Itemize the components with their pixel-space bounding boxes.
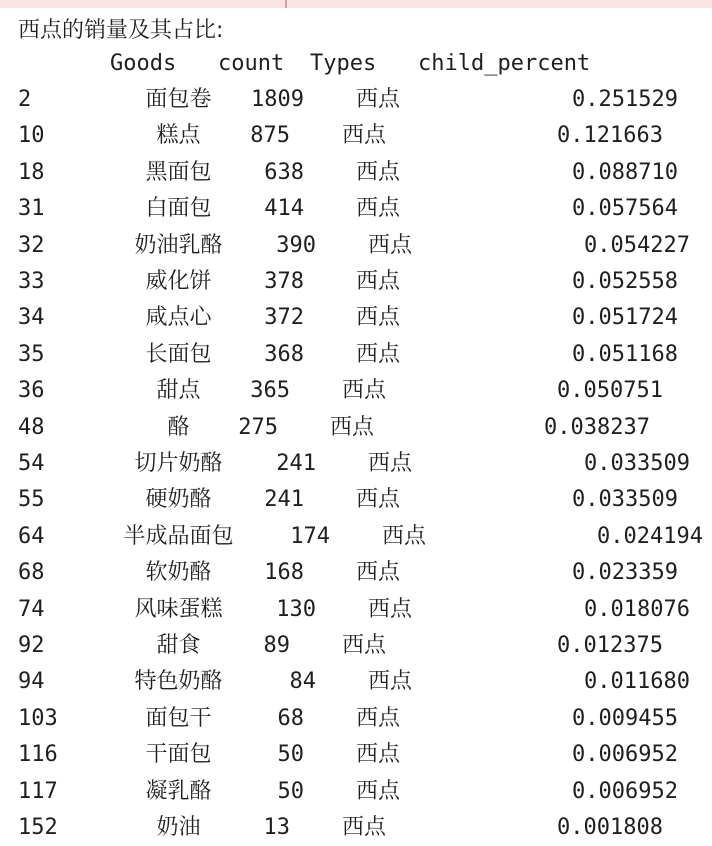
- table-row: [18, 446, 708, 482]
- table-row: [18, 155, 708, 191]
- count-cell: 50: [277, 742, 304, 768]
- row-index: 103: [18, 705, 58, 731]
- goods-cell: 糕点: [156, 123, 201, 149]
- row-index: 152: [18, 815, 58, 840]
- column-header-count: count: [218, 51, 285, 76]
- table-row: [18, 701, 708, 737]
- child-percent-cell: 0.023359: [572, 560, 678, 586]
- count-cell: 241: [264, 487, 304, 513]
- row-index: 18: [18, 159, 45, 185]
- row-index: 35: [18, 341, 45, 367]
- count-cell: 50: [277, 778, 304, 804]
- row-index: 117: [18, 778, 58, 804]
- goods-cell: 白面包: [145, 196, 212, 222]
- types-cell: 西点: [355, 341, 400, 367]
- child-percent-cell: 0.051724: [572, 305, 678, 331]
- table-row: [18, 592, 708, 628]
- row-index: 64: [18, 523, 45, 549]
- row-index: 33: [18, 269, 45, 294]
- child-percent-cell: 0.011680: [584, 669, 690, 695]
- count-cell: 89: [263, 633, 290, 658]
- row-index: 116: [18, 742, 58, 768]
- count-cell: 84: [289, 669, 316, 695]
- count-cell: 241: [276, 451, 316, 476]
- row-index: 55: [18, 487, 45, 513]
- types-cell: 西点: [355, 705, 400, 731]
- count-cell: 638: [264, 159, 304, 185]
- types-cell: 西点: [355, 487, 400, 513]
- count-cell: 368: [264, 341, 304, 367]
- types-cell: 西点: [341, 633, 386, 658]
- goods-cell: 甜点: [156, 378, 201, 404]
- row-index: 68: [18, 560, 45, 586]
- row-index: 2: [18, 87, 32, 112]
- goods-cell: 威化饼: [145, 269, 212, 294]
- count-cell: 1809: [251, 87, 304, 112]
- types-cell: 西点: [341, 123, 386, 149]
- child-percent-cell: 0.001808: [557, 815, 663, 840]
- goods-cell: 特色奶酪: [134, 669, 223, 695]
- types-cell: 西点: [367, 669, 412, 695]
- child-percent-cell: 0.006952: [572, 778, 678, 804]
- goods-cell: 面包干: [145, 705, 212, 731]
- child-percent-cell: 0.009455: [572, 705, 678, 731]
- types-cell: 西点: [355, 305, 400, 331]
- child-percent-cell: 0.051168: [572, 341, 678, 367]
- count-cell: 174: [290, 523, 330, 549]
- row-index: 94: [18, 669, 45, 695]
- goods-cell: 切片奶酪: [134, 451, 223, 476]
- table-row: [18, 410, 708, 446]
- table-row: [18, 810, 708, 846]
- types-cell: 西点: [355, 87, 400, 112]
- types-cell: 西点: [341, 815, 386, 840]
- count-cell: 372: [264, 305, 304, 331]
- goods-cell: 半成品面包: [123, 523, 234, 549]
- child-percent-cell: 0.006952: [572, 742, 678, 768]
- table-row: [18, 300, 708, 336]
- row-index: 54: [18, 451, 45, 476]
- goods-cell: 凝乳酪: [145, 778, 212, 804]
- child-percent-cell: 0.088710: [572, 159, 678, 185]
- child-percent-cell: 0.251529: [572, 87, 678, 112]
- table-row: [18, 118, 708, 154]
- table-row: [18, 228, 708, 264]
- child-percent-cell: 0.018076: [584, 596, 690, 622]
- table-row: [18, 482, 708, 518]
- count-cell: 414: [264, 196, 304, 222]
- child-percent-cell: 0.012375: [557, 633, 663, 658]
- goods-cell: 酪: [167, 414, 190, 440]
- child-percent-cell: 0.033509: [572, 487, 678, 513]
- count-cell: 168: [264, 560, 304, 586]
- types-cell: 西点: [355, 742, 400, 768]
- count-cell: 13: [263, 815, 290, 840]
- row-index: 32: [18, 232, 45, 258]
- table-row: [18, 737, 708, 773]
- table-row: [18, 555, 708, 591]
- column-header-types: Types: [310, 51, 377, 76]
- types-cell: 西点: [367, 596, 412, 622]
- table-header-row: [18, 46, 708, 82]
- count-cell: 275: [238, 414, 278, 440]
- types-cell: 西点: [329, 414, 374, 440]
- types-cell: 西点: [367, 451, 412, 476]
- table-row: [18, 774, 708, 810]
- table-row: [18, 264, 708, 300]
- child-percent-cell: 0.057564: [572, 196, 678, 222]
- count-cell: 875: [250, 123, 290, 149]
- count-cell: 378: [264, 269, 304, 294]
- row-index: 31: [18, 196, 45, 222]
- goods-cell: 长面包: [145, 341, 212, 367]
- goods-cell: 甜食: [156, 633, 201, 658]
- goods-cell: 面包卷: [145, 87, 212, 112]
- column-header-goods: Goods: [110, 51, 177, 76]
- child-percent-cell: 0.024194: [597, 523, 703, 549]
- count-cell: 130: [276, 596, 316, 622]
- table-row: [18, 337, 708, 373]
- types-cell: 西点: [355, 560, 400, 586]
- types-cell: 西点: [355, 778, 400, 804]
- table-row: [18, 628, 708, 664]
- types-cell: 西点: [355, 159, 400, 185]
- types-cell: 西点: [355, 196, 400, 222]
- row-index: 10: [18, 123, 45, 149]
- table-row: [18, 82, 708, 118]
- count-cell: 390: [276, 232, 316, 258]
- goods-cell: 奶油: [156, 815, 201, 840]
- child-percent-cell: 0.038237: [544, 414, 650, 440]
- count-cell: 365: [250, 378, 290, 404]
- goods-cell: 黑面包: [145, 159, 212, 185]
- row-index: 34: [18, 305, 45, 331]
- row-index: 74: [18, 596, 45, 622]
- column-header-child-percent: child_percent: [418, 51, 591, 76]
- goods-cell: 奶油乳酪: [134, 232, 223, 258]
- types-cell: 西点: [341, 378, 386, 404]
- child-percent-cell: 0.054227: [584, 232, 690, 258]
- row-index: 48: [18, 414, 45, 440]
- table-row: [18, 664, 708, 700]
- table-row: [18, 191, 708, 227]
- child-percent-cell: 0.050751: [557, 378, 663, 404]
- child-percent-cell: 0.033509: [584, 451, 690, 476]
- table-row: [18, 373, 708, 409]
- goods-cell: 软奶酪: [145, 560, 212, 586]
- goods-cell: 咸点心: [145, 305, 212, 331]
- output-title: 西点的销量及其占比:: [18, 18, 224, 43]
- types-cell: 西点: [355, 269, 400, 294]
- child-percent-cell: 0.121663: [557, 123, 663, 149]
- row-index: 36: [18, 378, 45, 404]
- types-cell: 西点: [381, 523, 426, 549]
- goods-cell: 干面包: [145, 742, 212, 768]
- row-index: 92: [18, 633, 45, 658]
- child-percent-cell: 0.052558: [572, 269, 678, 294]
- types-cell: 西点: [367, 232, 412, 258]
- count-cell: 68: [277, 705, 304, 731]
- table-row: [18, 519, 708, 555]
- goods-cell: 风味蛋糕: [134, 596, 223, 622]
- goods-cell: 硬奶酪: [145, 487, 212, 513]
